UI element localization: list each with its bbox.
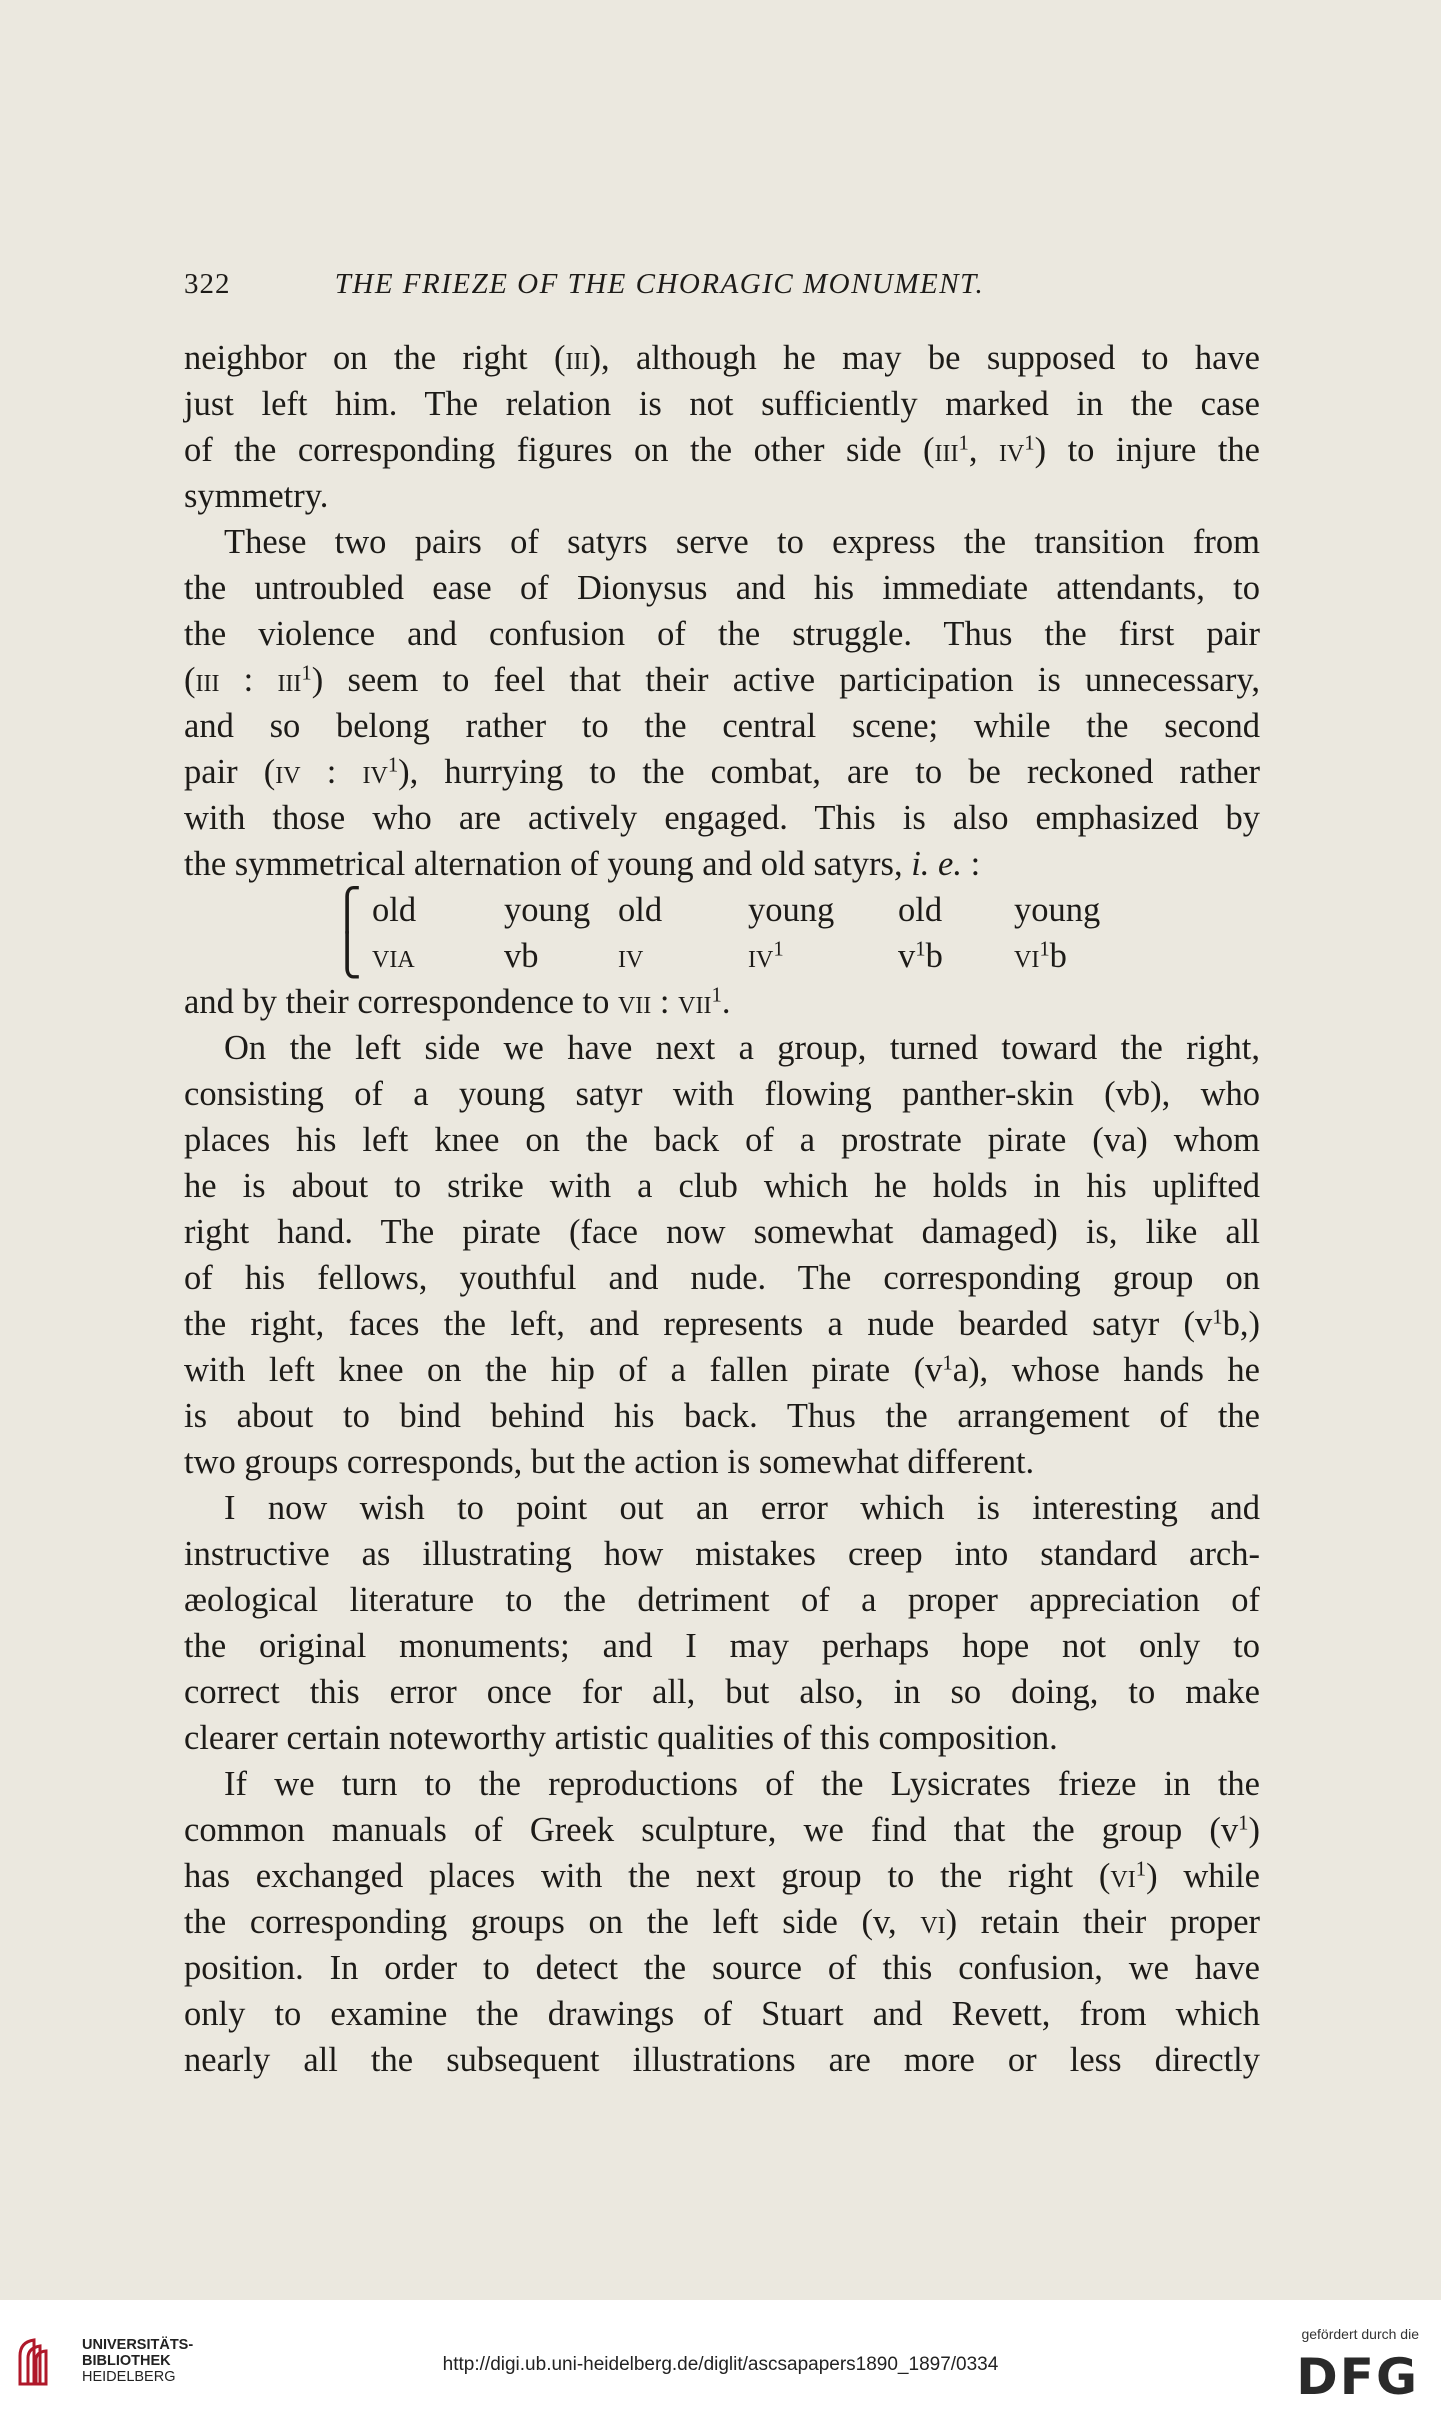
text-line: pair (iv : $iv^1$), hurrying to the combat, are to be reckoned rather	[184, 753, 1260, 791]
text-line: the violence and confusion of the struggle. Thus the first pair	[184, 615, 1260, 653]
text-line: the right, faces the left, and represents a nude bearded satyr $(v^1b,)$	[184, 1305, 1260, 1343]
schema-cell: $iv^1$	[748, 937, 784, 975]
text-line: two groups corresponds, but the action is somewhat different.	[184, 1443, 1035, 1481]
page-header	[184, 268, 1264, 301]
text-line: and by their correspondence to vii : vii$^1$.	[184, 983, 731, 1021]
text-line: nearly all the subsequent illustrations are more or less directly	[184, 2041, 1260, 2079]
text-line: places his left knee on the back of a prostrate pirate (va) whom	[184, 1121, 1260, 1159]
satyr-schema-row-1	[184, 887, 1260, 933]
text-line: (iii : iii$^1$) seem to feel that their active participation is unnecessary,	[184, 661, 1260, 699]
text-line: the symmetrical alternation of young and old satyrs, i. e. :	[184, 845, 981, 883]
text-line: neighbor on the right (iii), although he may be supposed to have	[184, 339, 1261, 377]
text-line: of his fellows, youthful and nude. The corresponding group on	[184, 1259, 1260, 1297]
dfg-logo: DFG	[1296, 2348, 1419, 2406]
text-line: he is about to strike with a club which he holds in his uplifted	[184, 1167, 1260, 1205]
text-line: has exchanged places with the next group to the right $(vi^1)$ while	[184, 1857, 1260, 1895]
body-text	[184, 335, 1260, 2083]
text-line: with left knee on the hip of a fallen pirate $(v^1a)$, whose hands he	[184, 1351, 1260, 1389]
schema-cell: iv	[618, 937, 644, 975]
text-line: correct this error once for all, but also, in so doing, to make	[184, 1673, 1260, 1711]
text-line: On the left side we have next a group, turned toward the right,	[224, 1029, 1260, 1067]
running-title: THE FRIEZE OF THE CHORAGIC MONUMENT.	[334, 268, 985, 300]
text-line: with those who are actively engaged. This is also emphasized by	[184, 799, 1260, 837]
source-url[interactable]: http://digi.ub.uni-heidelberg.de/diglit/ascsapapers1890_1897/0334	[442, 2354, 999, 2375]
satyr-schema-row-2	[184, 933, 1260, 979]
schema-cell: old	[898, 891, 943, 929]
text-line: symmetry.	[184, 477, 329, 515]
schema-cell: old	[372, 891, 417, 929]
text-line: I now wish to point out an error which is interesting and	[224, 1489, 1260, 1527]
text-line: of the corresponding figures on the other side (iii$^1$, $iv^1$) to injure the	[184, 431, 1260, 469]
digitization-footer	[0, 2300, 1441, 2420]
brace-bottom: ⎩	[332, 933, 362, 978]
text-line: the untroubled ease of Dionysus and his immediate attendants, to	[184, 569, 1260, 607]
schema-cell: young	[504, 891, 591, 929]
schema-cell: vb	[504, 937, 539, 975]
schema-cell: $v^1b$	[898, 937, 943, 975]
schema-cell: young	[748, 891, 835, 929]
text-line: just left him. The relation is not sufficiently marked in the case	[184, 385, 1260, 423]
text-line: right hand. The pirate (face now somewhat damaged) is, like all	[184, 1213, 1260, 1251]
text-line: If we turn to the reproductions of the Lysicrates frieze in the	[224, 1765, 1260, 1803]
library-name: UNIVERSITÄTS- BIBLIOTHEK HEIDELBERG	[82, 2337, 194, 2385]
text-line: position. In order to detect the source of this confusion, we have	[184, 1949, 1260, 1987]
schema-cell: old	[618, 891, 663, 929]
schema-cell: via	[372, 937, 415, 975]
text-line: These two pairs of satyrs serve to express the transition from	[224, 523, 1260, 561]
text-line: and so belong rather to the central scene; while the second	[184, 707, 1260, 745]
text-line: only to examine the drawings of Stuart and Revett, from which	[184, 1995, 1260, 2033]
text-line: clearer certain noteworthy artistic qualities of this composition.	[184, 1719, 1058, 1757]
funded-by-label: gefördert durch die	[1301, 2326, 1419, 2342]
schema-cell: $vi^1b$	[1014, 937, 1067, 975]
text-line: the original monuments; and I may perhaps hope not only to	[184, 1627, 1260, 1665]
text-line: consisting of a young satyr with flowing panther-skin (vb), who	[184, 1075, 1260, 1113]
brace-top: ⎧	[332, 887, 362, 932]
text-line: æological literature to the detriment of a proper appreciation of	[184, 1581, 1260, 1619]
text-line: the corresponding groups on the left side (v, vi) retain their proper	[184, 1903, 1260, 1941]
page-number: 322	[184, 268, 231, 300]
schema-cell: young	[1014, 891, 1101, 929]
text-line: common manuals of Greek sculpture, we find that the group $(v^1)$	[184, 1811, 1260, 1849]
text-line: instructive as illustrating how mistakes creep into standard arch-	[184, 1535, 1260, 1573]
text-line: is about to bind behind his back. Thus the arrangement of the	[184, 1397, 1260, 1435]
